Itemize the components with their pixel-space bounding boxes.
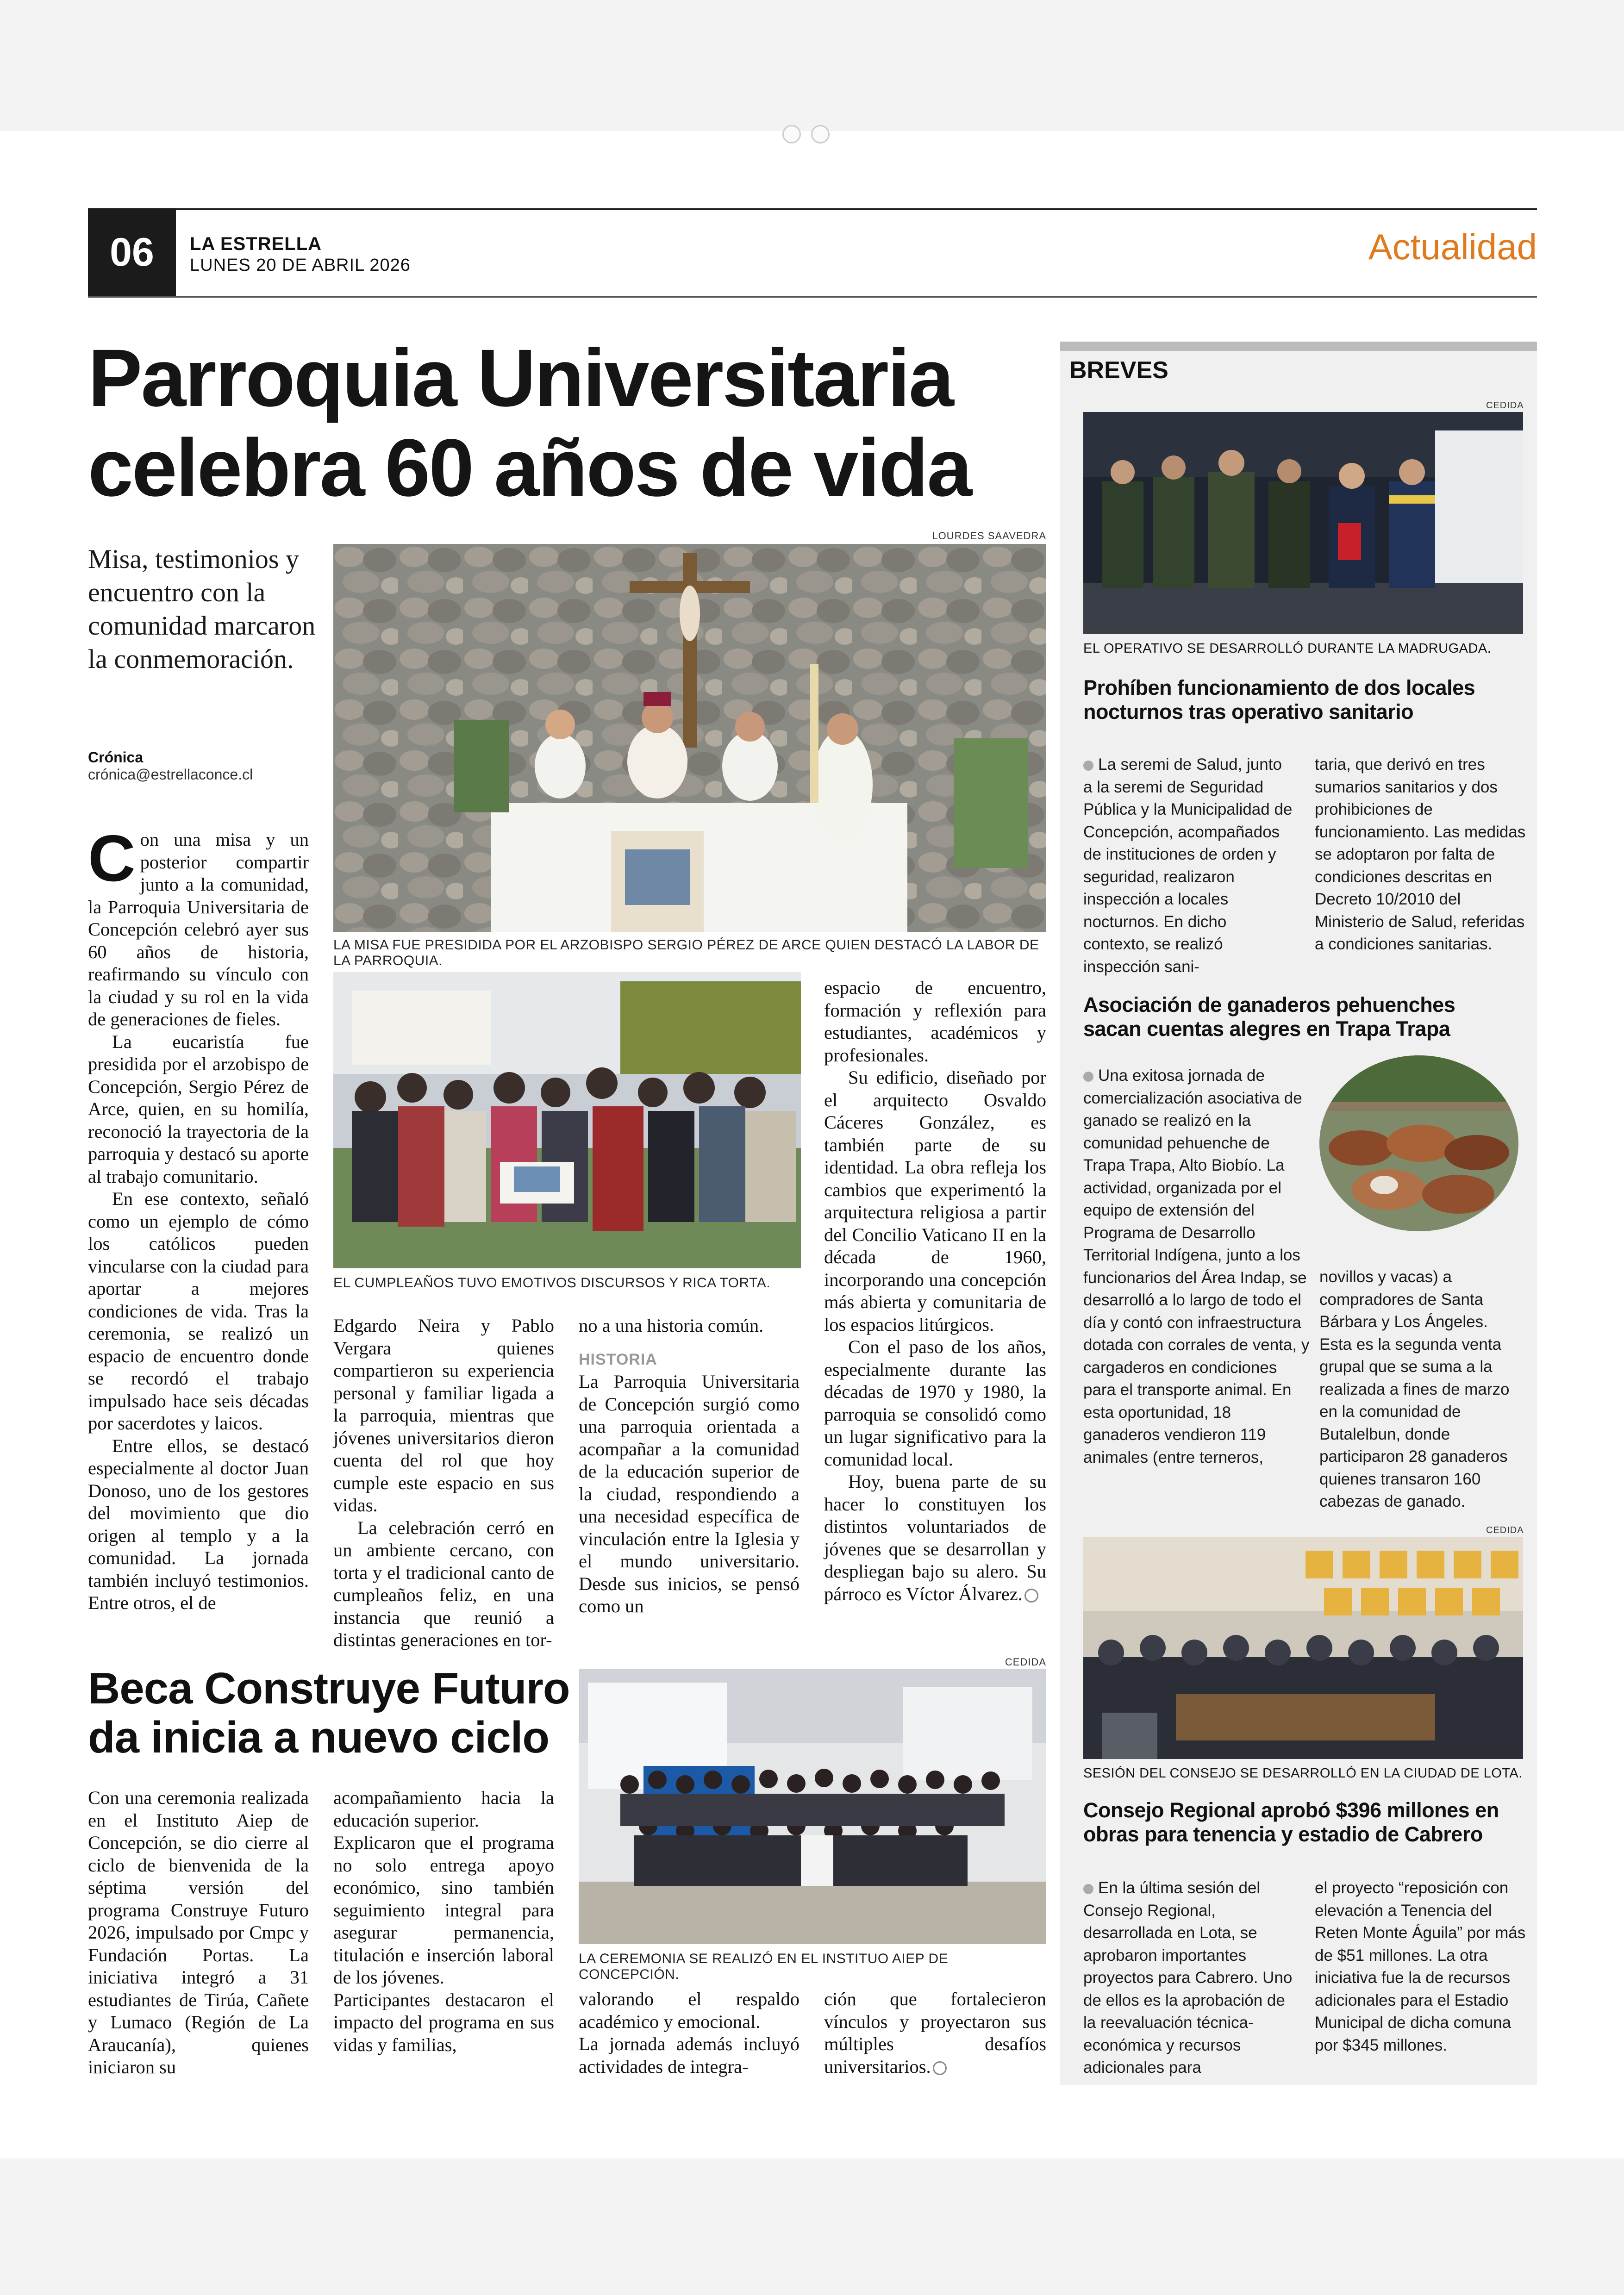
paragraph: La celebración cerró en un ambiente cercano, con torta y el tradicional canto de cumpleaños feliz, en una instancia que reunió a distintas generaciones en tor- [333,1517,554,1650]
paragraph: on una misa y un posterior compartir junto a la comunidad, la Parroquia Universitaria de Concepción celebró ayer sus 60 años de historia, reafirmando su vínculo con la ciudad y su rol en la vida de generaciones de fieles. [88,829,309,1029]
article-column [333,1315,554,1652]
headline-line: Prohíben funcionamiento de dos locales [1083,676,1475,699]
bullet-icon [1083,761,1093,771]
photo-credit: LOURDES SAAVEDRA [932,530,1046,542]
newspaper-name: LA ESTRELLA [190,234,322,254]
paragraph: taria, que derivó en tres sumarios sanitarios y dos prohibiciones de funcionamiento. Las medidas se adoptaron por falta de condiciones descritas en Decreto 10/2010 del Ministerio de Salud, referidas a condiciones sanitarias. [1315,755,1526,953]
cattle-photo [1319,1055,1518,1231]
paragraph: valorando el respaldo académico y emocional. [579,1989,800,2032]
dot-icon[interactable] [811,125,830,143]
header-rule [88,296,1537,298]
paragraph: espacio de encuentro, formación y reflexión para estudiantes, académicos y profesionales. [824,977,1046,1066]
council-photo [1083,1537,1523,1759]
header-rule [176,208,1537,210]
page-number: 06 [88,208,176,296]
second-headline [88,1664,574,1762]
article-column [88,822,309,1615]
drop-cap: C [88,822,136,895]
paragraph: Edgardo Neira y Pablo Vergara quienes compartieron su experiencia personal y familiar ligada a la parroquia, mientras que jóvenes universitarios dieron cuenta del rol que hoy cumple este espacio en sus vidas. [333,1315,554,1515]
brief-column [1083,754,1294,978]
brief-headline [1083,993,1523,1041]
birthday-photo [333,972,801,1268]
article-column [824,977,1046,1605]
paragraph: Explicaron que el programa no solo entrega apoyo económico, sino también seguimiento integral para asegurar permanencia, titulación e inserción laboral de los jóvenes. [333,1832,554,1988]
brief-column [1319,1266,1528,1513]
article-column [824,1988,1046,2078]
brief-column [1315,754,1528,956]
bullet-icon [1083,1072,1093,1082]
subheading: HISTORIA [579,1350,657,1368]
brief-column [1083,1877,1294,2079]
ceremony-photo [579,1669,1046,1944]
dot-icon[interactable] [782,125,801,143]
mass-photo [333,544,1046,932]
brief-column [1083,1065,1310,1469]
breves-title: BREVES [1069,357,1168,384]
paragraph: La Parroquia Universitaria de Concepción surgió como una parroquia orientada a acompañar a la comunidad de la educación superior de la ciudad, respondiendo a una necesidad específica de vinculación entre la Iglesia y el mundo universitario. Desde sus inicios, se pensó como un [579,1371,800,1616]
headline-line: obras para tenencia y estadio de Cabrero [1083,1822,1483,1846]
paragraph: La jornada además incluyó actividades de integra- [579,2033,800,2077]
photo-caption: LA MISA FUE PRESIDIDA POR EL ARZOBISPO SERGIO PÉREZ DE ARCE QUIEN DESTACÓ LA LABOR DE LA PARROQUIA. [333,937,1039,968]
photo-caption: SESIÓN DEL CONSEJO SE DESARROLLÓ EN LA CIUDAD DE LOTA. [1083,1766,1523,1781]
brief-headline [1083,676,1523,724]
headline-line: Parroquia Universitaria [88,333,953,424]
headline-line: Consejo Regional aprobó $396 millones en [1083,1798,1499,1822]
article-column [579,1315,800,1618]
paragraph: Su edificio, diseñado por el arquitecto Osvaldo Cáceres González, es también parte de su identidad. La obra refleja los cambios que experimentó la arquitectura religiosa a partir del Concilio Vaticano II en la década de 1960, incorporando una concepción más abierta y comunitaria de los espacios litúrgicos. [824,1067,1046,1335]
photo-caption: LA CEREMONIA SE REALIZÓ EN EL INSTITUO AIEP DE CONCEPCIÓN. [579,1951,949,1982]
paragraph: no a una historia común. [579,1315,764,1336]
article-column [579,1988,800,2078]
paragraph: Una exitosa jornada de comercialización asociativa de ganado se realizó en la comunidad pehuenche de Trapa Trapa, Alto Biobío. La actividad, organizada por el equipo de extensión del Programa de Desarrollo Territorial Indígena, junto a los funcionarios del Área Indap, se desarrolló a lo largo de todo el día y contó con infraestructura dotada con corrales de venta, y cargaderos en condiciones para el transporte animal. En esta oportunidad, 18 ganaderos vendieron 119 animales (entre terneros, [1083,1066,1310,1466]
article-column [333,1787,554,2056]
headline-line: Asociación de ganaderos pehuenches [1083,993,1455,1017]
paragraph: En la última sesión del Consejo Regional, desarrollada en Lota, se aprobaron importantes proyectos para Cabrero. Uno de ellos es la aprobación de la reevaluación técnica- económica y recursos adicionales para [1083,1879,1293,2077]
brief-headline [1083,1798,1523,1846]
headline-line: da inicia a nuevo ciclo [88,1713,550,1762]
headline-line: celebra 60 años de vida [88,423,971,513]
end-mark-icon [933,2061,947,2075]
section-title: Actualidad [1368,226,1537,267]
photo-caption: EL OPERATIVO SE DESARROLLÓ DURANTE LA MADRUGADA. [1083,641,1492,656]
photo-credit: CEDIDA [1005,1656,1046,1668]
article-deck: Misa, testimonios y encuentro con la comunidad marcaron la conmemoración. [88,544,316,674]
paragraph: novillos y vacas) a compradores de Santa Bárbara y Los Ángeles. [1319,1268,1488,1331]
paragraph: Con el paso de los años, especialmente durante las décadas de 1970 y 1980, la parroquia se consolidó como un lugar significativo para la comunidad local. [824,1336,1046,1470]
headline-line: Beca Construye Futuro [88,1664,570,1713]
headline-line: sacan cuentas alegres en Trapa Trapa [1083,1017,1450,1041]
photo-caption: EL CUMPLEAÑOS TUVO EMOTIVOS DISCURSOS Y RICA TORTA. [333,1275,771,1291]
paragraph: Esta es la segunda venta grupal que se suma a la realizada a fines de marzo en la comunidad de Butalelbun, donde participaron 28 ganaderos quienes transaron 160 cabezas de ganado. [1319,1335,1510,1510]
headline-line: nocturnos tras operativo sanitario [1083,700,1414,723]
paragraph: Entre ellos, se destacó especialmente al doctor Juan Donoso, uno de los gestores del movimiento que dio origen al templo y a la comunidad. La jornada también incluyó testimonios. Entre otros, el de [88,1435,309,1613]
bullet-icon [1083,1884,1093,1894]
byline-name: Crónica [88,749,144,766]
main-headline [88,333,1060,513]
breves-bar [1060,342,1537,351]
brief-column [1315,1877,1528,2057]
end-mark-icon [1024,1589,1038,1603]
byline-email: crónica@estrellaconce.cl [88,766,253,783]
paragraph: Participantes destacaron el impacto del programa en sus vidas y familias, [333,1989,554,2055]
paragraph: La seremi de Salud, junto a la seremi de Seguridad Pública y la Municipalidad de Concepción, acompañados de instituciones de orden y seguridad, realizaron inspección a locales nocturnos. En dicho contexto, se realizó inspección sani- [1083,755,1293,976]
photo-credit: CEDIDA [1486,400,1524,411]
page-scroll-dots[interactable] [782,125,847,143]
paragraph: ción que fortalecieron vínculos y proyectaron sus múltiples desafíos universitarios. [824,1989,1046,2077]
paragraph: Con una ceremonia realizada en el Instituto Aiep de Concepción, se dio cierre al ciclo de bienvenida de la séptima versión del programa Construye Futuro 2026, impulsado por Cmpc y Fundación Portas. La iniciativa integró a 31 estudiantes de Tirúa, Cañete y Lumaco (Región de La Araucanía), quienes iniciaron su [88,1787,309,2077]
article-column [88,1787,309,2079]
paragraph: acompañamiento hacia la educación superior. [333,1787,554,1831]
paragraph: En ese contexto, señaló como un ejemplo de cómo los católicos pueden vincularse con la ciudad para aportar a mejores condiciones de vida. Tras la ceremonia, se realizó un espacio de encuentro donde se recordó el trabajo impulsado hace seis décadas por sacerdotes y laicos. [88,1188,309,1434]
photo-credit: CEDIDA [1486,1525,1524,1535]
paragraph: La eucaristía fue presidida por el arzobispo de Concepción, Sergio Pérez de Arce, quien, en su homilía, reconoció la trayectoria de la parroquia y destacó su aporte al trabajo comunitario. [88,1031,309,1187]
operation-photo [1083,412,1523,634]
issue-date: LUNES 20 DE ABRIL 2026 [190,256,411,275]
paragraph: el proyecto “reposición con elevación a Tenencia del Reten Monte Águila” por más de $51 millones. La otra iniciativa fue la de recursos adicionales para el Estadio Municipal de dicha comuna por $345 millones. [1315,1879,1526,2054]
paragraph: Hoy, buena parte de su hacer lo constituyen los distintos voluntariados de jóvenes que se desarrollan y despliegan bajo su alero. Su párroco es Víctor Álvarez. [824,1471,1046,1604]
